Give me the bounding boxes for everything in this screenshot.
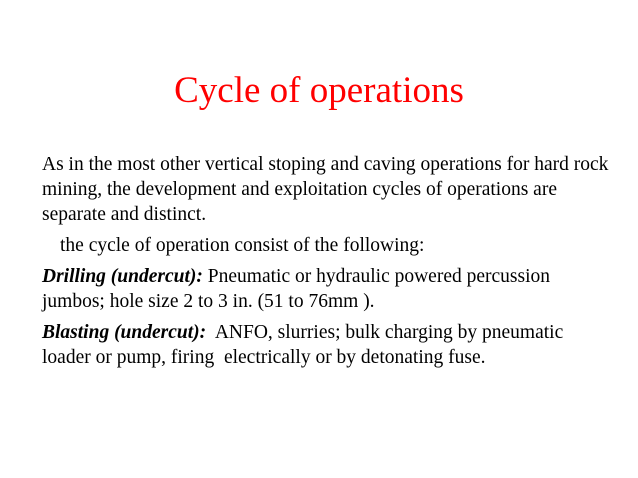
slide-body — [42, 152, 612, 376]
slide-title: Cycle of operations — [174, 70, 464, 111]
drilling-term: Drilling (undercut): — [42, 266, 203, 287]
blasting-term: Blasting (undercut): — [42, 322, 207, 343]
blasting-description: ANFO, slurries; bulk charging by pneumatic loader or pump, firing electrically or by detonating fuse. — [42, 322, 569, 368]
blasting-item — [42, 320, 612, 370]
drilling-item — [42, 264, 612, 314]
lead-paragraph: the cycle of operation consist of the following: — [60, 235, 425, 256]
intro-paragraph: As in the most other vertical stoping and caving operations for hard rock mining, the development and exploitation cycles of operations are separate and distinct. — [42, 154, 609, 225]
drilling-description: Pneumatic or hydraulic powered percussion jumbos; hole size 2 to 3 in. (51 to 76mm ). — [42, 266, 555, 312]
